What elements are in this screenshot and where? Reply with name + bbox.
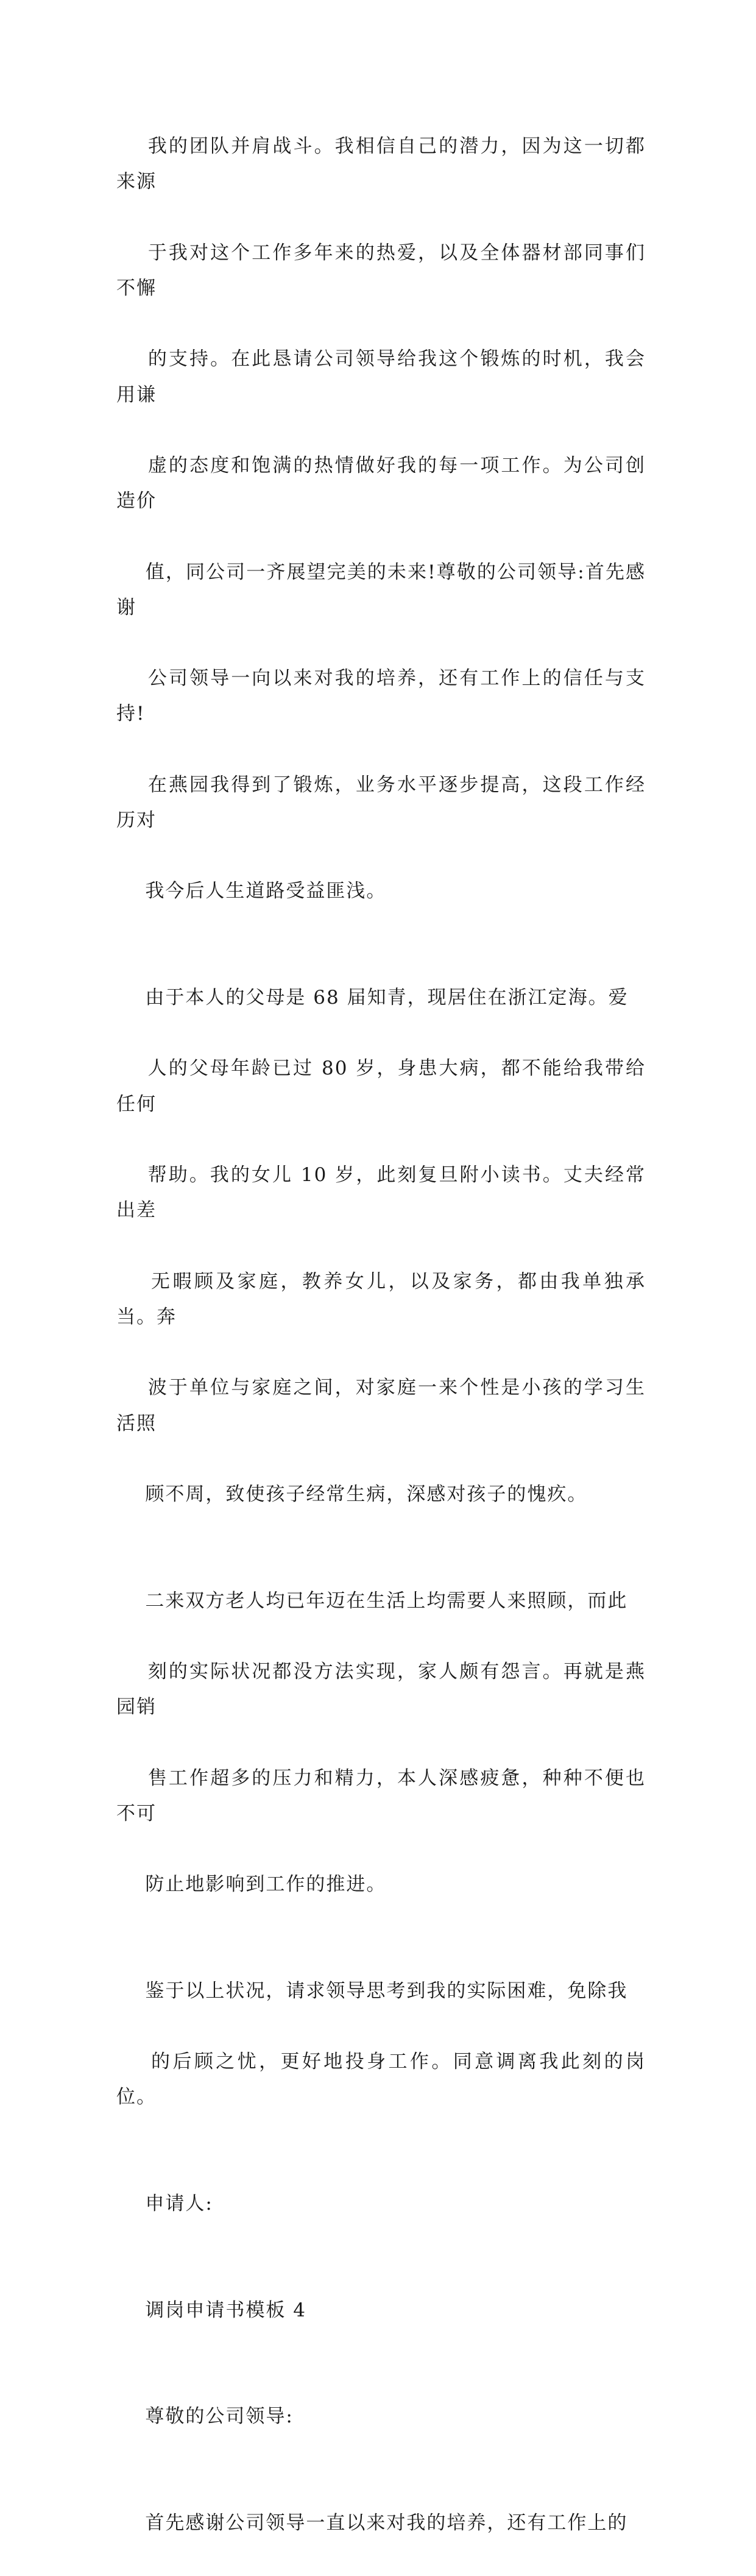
text-line: 于我对这个工作多年来的热爱，以及全体器材部同事们不懈 <box>116 241 646 300</box>
body-paragraph <box>116 945 646 1547</box>
text-line: 我今后人生道路受益匪浅。 <box>145 880 387 903</box>
section-heading <box>116 2257 646 2363</box>
text-line: 帮助。我的女儿 10 岁，此刻复旦附小读书。丈夫经常出差 <box>116 1164 646 1222</box>
text-line: 首先感谢公司领导一直以来对我的培养，还有工作上的 <box>145 2511 628 2534</box>
body-paragraph <box>116 1938 646 2151</box>
text-line: 尊敬的公司领导: <box>145 2405 294 2428</box>
text-line: 虚的态度和饱满的热情做好我的每一项工作。为公司创造价 <box>116 455 646 513</box>
applicant-label <box>116 2151 646 2257</box>
body-paragraph <box>116 2470 646 2576</box>
text-line: 二来双方老人均已年迈在生活上均需要人来照顾，而此 <box>145 1589 628 1612</box>
text-line: 顾不周，致使孩子经常生病，深感对孩子的愧疚。 <box>145 1483 588 1505</box>
salutation <box>116 2363 646 2470</box>
text-line: 鉴于以上状况，请求领导思考到我的实际困难，免除我 <box>145 1979 628 2002</box>
text-line: 人的父母年龄已过 80 岁，身患大病，都不能给我带给任何 <box>116 1057 646 1115</box>
text-line: 值，同公司一齐展望完美的未来!尊敬的公司领导:首先感谢 <box>116 561 646 619</box>
text-line: 售工作超多的压力和精力，本人深感疲惫，种种不便也不可 <box>116 1767 646 1825</box>
text-line: 由于本人的父母是 68 届知青，现居住在浙江定海。爱 <box>145 987 629 1009</box>
text-line: 防止地影响到工作的推进。 <box>145 1873 387 1896</box>
text-line: 在燕园我得到了锻炼，业务水平逐步提高，这段工作经历对 <box>116 773 646 832</box>
text-line: 公司领导一向以来对我的培养，还有工作上的信任与支持! <box>116 667 646 725</box>
text-line: 的后顾之忧，更好地投身工作。同意调离我此刻的岗位。 <box>116 2051 646 2109</box>
text-line: 申请人: <box>145 2192 213 2215</box>
text-line: 调岗申请书模板 4 <box>145 2299 306 2321</box>
body-paragraph <box>116 93 646 945</box>
text-line: 刻的实际状况都没方法实现，家人颇有怨言。再就是燕园销 <box>116 1660 646 1719</box>
document-page <box>116 93 646 2576</box>
text-line: 无暇顾及家庭，教养女儿，以及家务，都由我单独承当。奔 <box>116 1270 646 1328</box>
text-line: 波于单位与家庭之间，对家庭一来个性是小孩的学习生活照 <box>116 1377 646 1435</box>
text-line: 的支持。在此恳请公司领导给我这个锻炼的时机，我会用谦 <box>116 348 646 406</box>
text-line: 我的团队并肩战斗。我相信自己的潜力，因为这一切都来源 <box>116 135 646 193</box>
body-paragraph <box>116 1547 646 1937</box>
